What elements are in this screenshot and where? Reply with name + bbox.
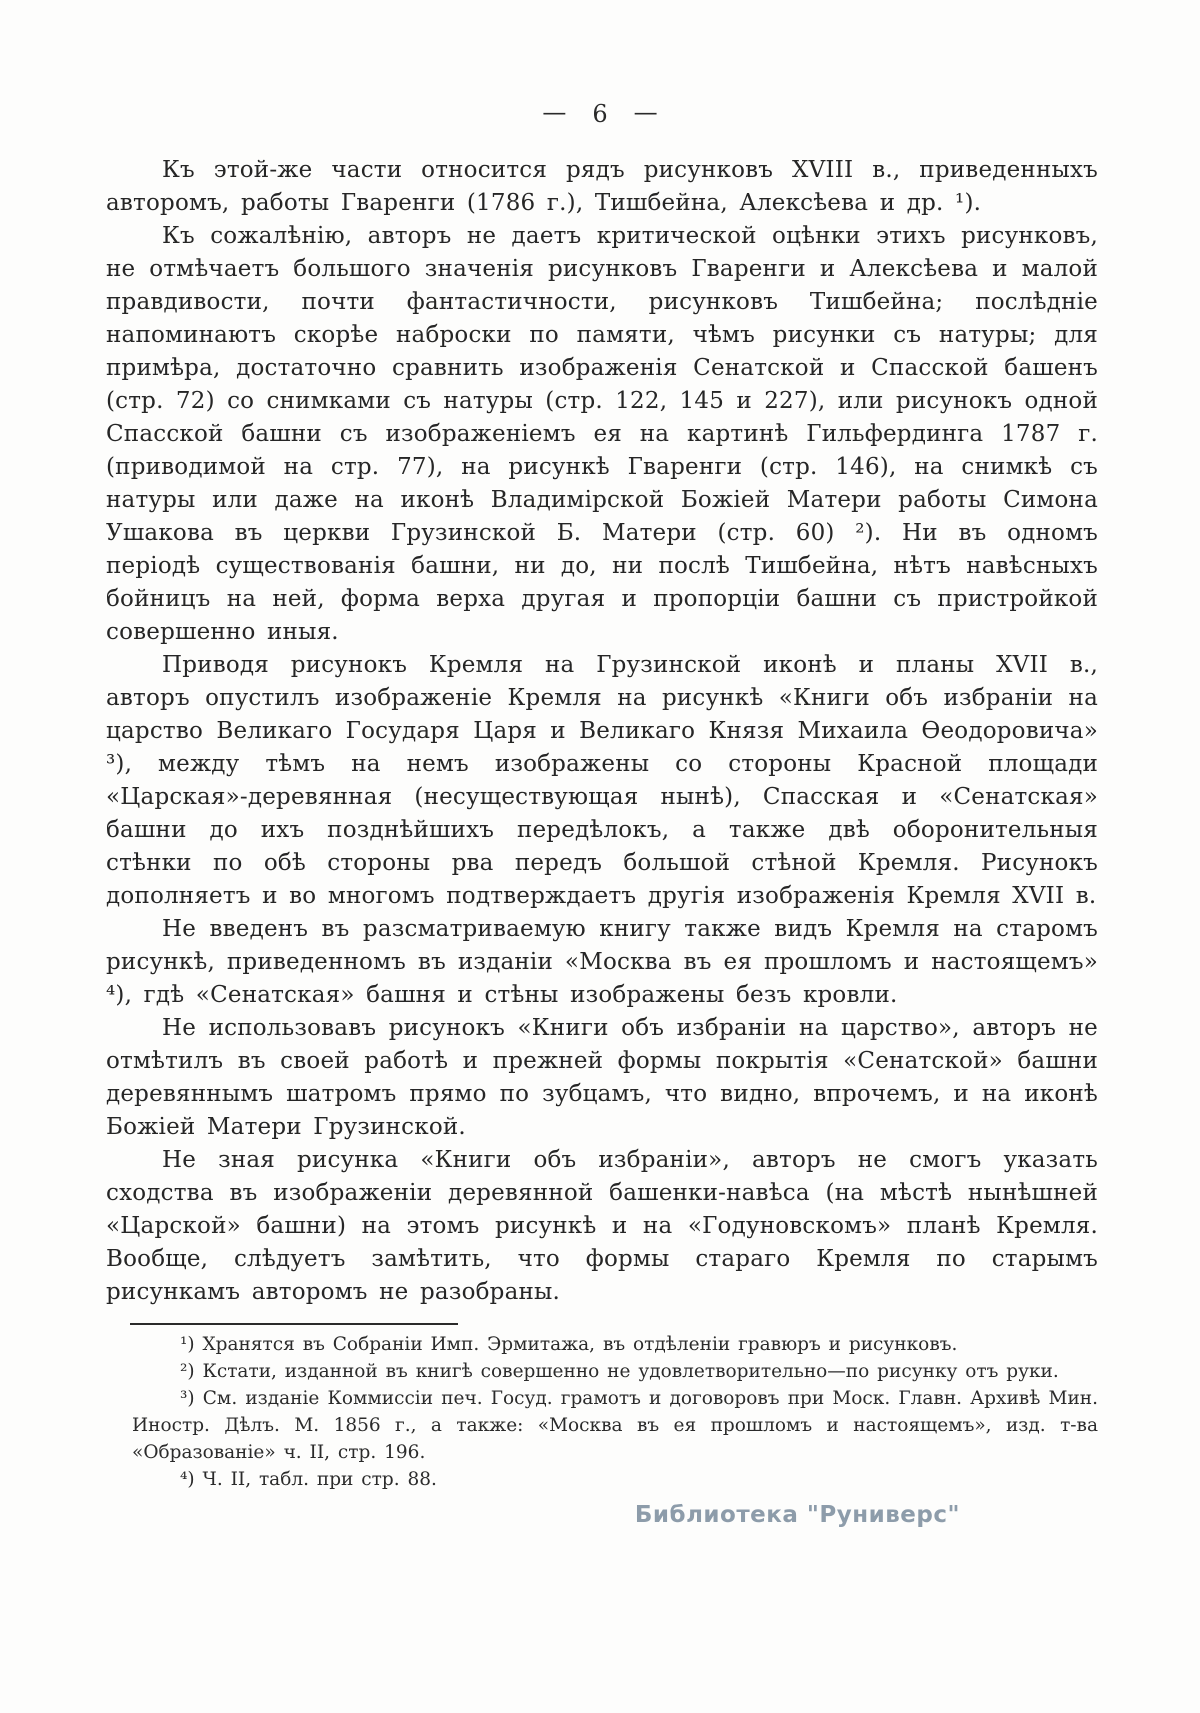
paragraph: Не введенъ въ разсматриваемую книгу также видъ Кремля на старомъ рисункѣ, приведенномъ въ изданіи «Москва въ ея прошломъ и настоящемъ» ⁴), гдѣ «Сенатская» башня и стѣны изображены безъ кровли. — [106, 916, 1098, 1008]
footnote-divider — [130, 1323, 458, 1325]
footnotes — [132, 1331, 1098, 1493]
paragraph: Не зная рисунка «Книги объ избраніи», авторъ не смогъ указать сходства въ изображеніи деревянной башенки-навѣса (на мѣстѣ нынѣшней «Царской» башни) на этомъ рисункѣ и на «Годуновскомъ» планѣ Кремля. Вообще, слѣдуетъ замѣтить, что формы стараго Кремля по старымъ рисункамъ авторомъ не разобраны. — [106, 1147, 1098, 1305]
paragraph: Не использовавъ рисунокъ «Книги объ избраніи на царство», авторъ не отмѣтилъ въ своей работѣ и прежней формы покрытія «Сенатской» башни деревяннымъ шатромъ прямо по зубцамъ, что видно, впрочемъ, и на иконѣ Божіей Матери Грузинской. — [106, 1015, 1098, 1140]
paragraph: Приводя рисунокъ Кремля на Грузинской иконѣ и планы XVII в., авторъ опустилъ изображеніе Кремля на рисункѣ «Книги объ избраніи на царство Великаго Государя Царя и Великаго Князя Михаила Ѳеодоровича» ³), между тѣмъ на немъ изображены со стороны Красной площади «Царская»-деревянная (несуществующая нынѣ), Спасская и «Сенатская» башни до ихъ позднѣйшихъ передѣлокъ, а также двѣ оборонительныя стѣнки по обѣ стороны рва передъ большой стѣной Кремля. Рисунокъ дополняетъ и во многомъ подтверждаетъ другія изображенія Кремля XVII в. — [106, 652, 1098, 909]
paragraph: Къ этой-же части относится рядъ рисунковъ XVIII в., приведенныхъ авторомъ, работы Гваренги (1786 г.), Тишбейна, Алексѣева и др. ¹). — [106, 157, 1098, 216]
paragraph: Къ сожалѣнію, авторъ не даетъ критической оцѣнки этихъ рисунковъ, не отмѣчаетъ большого значенія рисунковъ Гваренги и Алексѣева и малой правдивости, почти фантастичности, рисунковъ Тишбейна; послѣдніе напоминаютъ скорѣе наброски по памяти, чѣмъ рисунки съ натуры; для примѣра, достаточно сравнить изображенія Сенатской и Спасской башенъ (стр. 72) со снимками съ натуры (стр. 122, 145 и 227), или рисунокъ одной Спасской башни съ изображеніемъ ея на картинѣ Гильфердинга 1787 г. (приводимой на стр. 77), на рисункѣ Гваренги (стр. 146), на снимкѣ съ натуры или даже на иконѣ Владимірской Божіей Матери работы Симона Ушакова въ церкви Грузинской Б. Матери (стр. 60) ²). Ни въ одномъ періодѣ существованія башни, ни до, ни послѣ Тишбейна, нѣтъ навѣсныхъ бойницъ на ней, форма верха другая и пропорціи башни съ пристройкой совершенно иныя. — [106, 223, 1098, 645]
footnote: ⁴) Ч. II, табл. при стр. 88. — [180, 1469, 437, 1490]
page-number-left-dash: — — [542, 98, 567, 126]
footnote: ¹) Хранятся въ Собраніи Имп. Эрмитажа, въ отдѣленіи гравюръ и рисунковъ. — [180, 1334, 958, 1355]
page-body — [106, 154, 1098, 1309]
page-number-right-dash: — — [633, 98, 658, 126]
footnote: ²) Кстати, изданной въ книгѣ совершенно не удовлетворительно—по рисунку отъ руки. — [180, 1361, 1059, 1382]
footnote: ³) См. изданіе Коммиссіи печ. Госуд. грамотъ и договоровъ при Моск. Главн. Архивѣ Мин. Иностр. Дѣлъ. М. 1856 г., а также: «Москва въ ея прошломъ и настоящемъ», изд. т-ва «Образованіе» ч. II, стр. 196. — [132, 1388, 1098, 1463]
page-number-value: 6 — [592, 100, 608, 128]
page-number — [0, 100, 1200, 128]
library-watermark: Библиотека "Руниверс" — [634, 1502, 960, 1528]
